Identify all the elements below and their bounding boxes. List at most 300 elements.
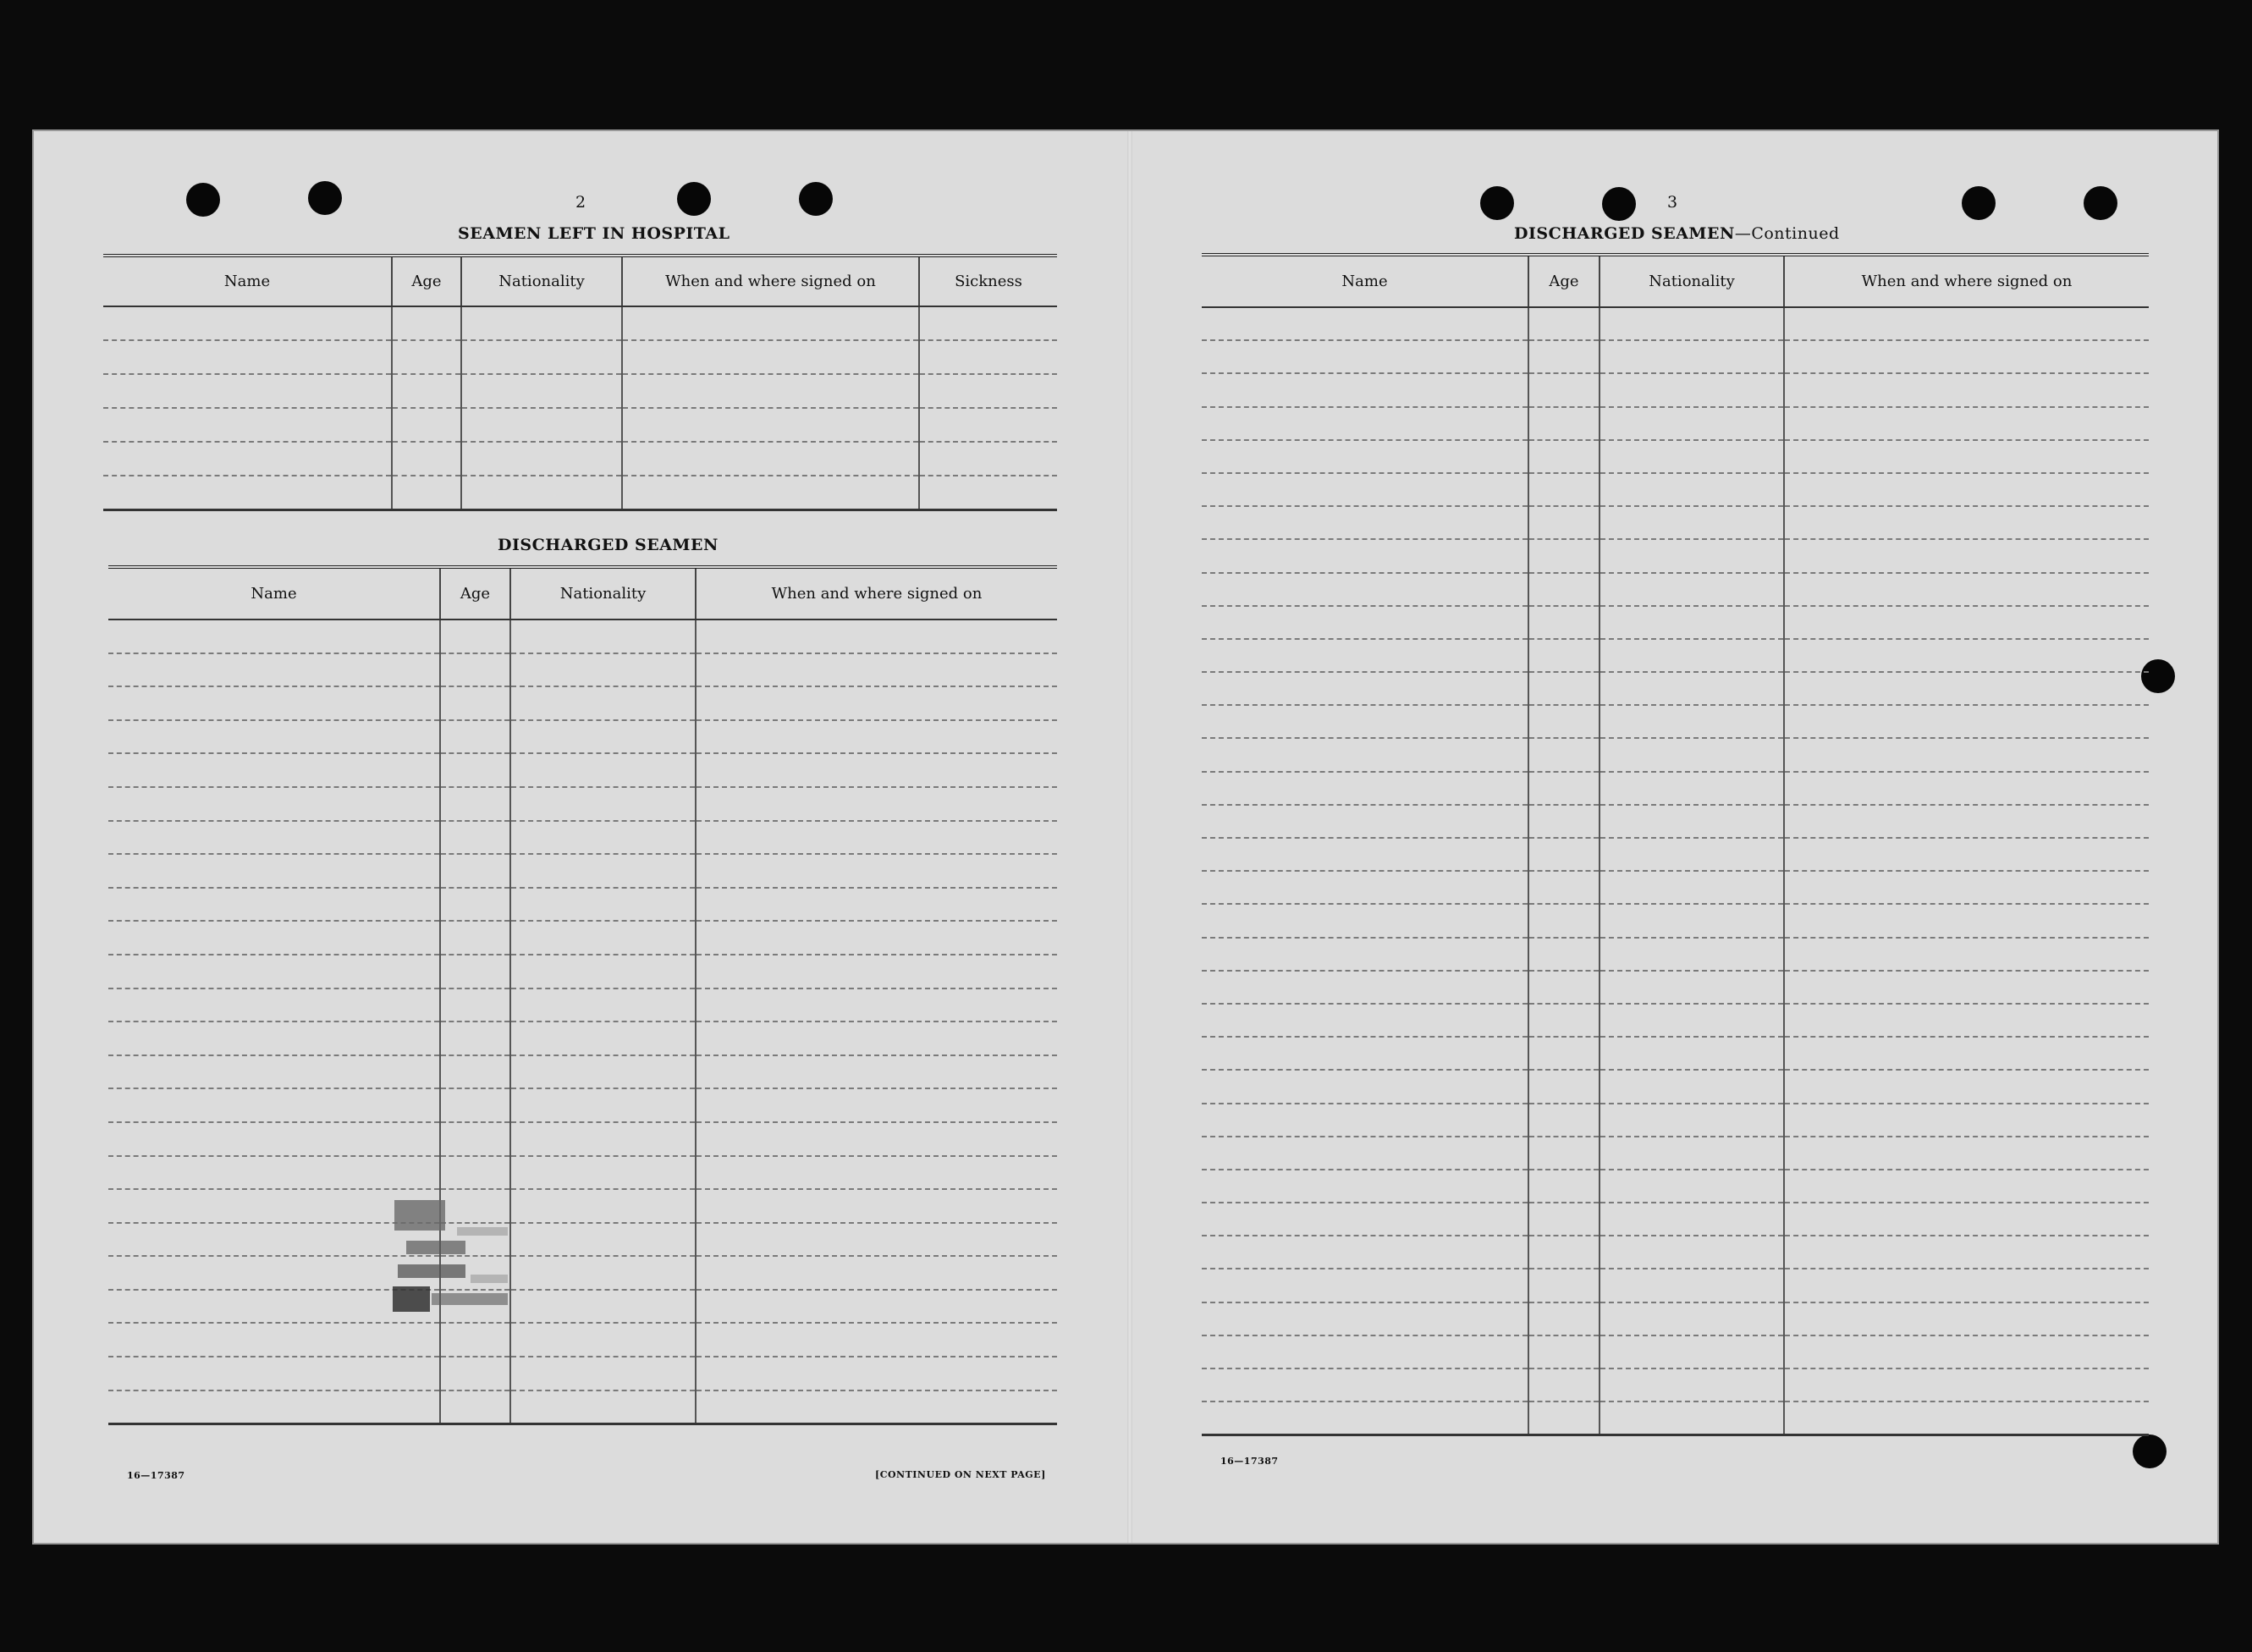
discharged-table-right [1202,253,2149,1436]
blank-cell [108,753,440,787]
blank-cell [696,1021,1057,1055]
table-row [1202,506,2149,539]
blank-cell [696,1156,1057,1190]
blank-cell [696,1323,1057,1357]
blank-cell [510,753,696,787]
blank-cell [696,720,1057,754]
blank-cell [1202,1203,1528,1236]
blank-cell [1600,1137,1784,1170]
blank-cell [1784,506,2149,539]
blank-cell [1784,1004,2149,1037]
blank-cell [696,1088,1057,1122]
blank-cell [440,1021,510,1055]
blank-cell [696,1357,1057,1390]
blank-cell [108,921,440,955]
table-row [108,1256,1057,1290]
blank-cell [1202,1335,1528,1368]
discharged-continued-title-suffix: —Continued [1734,224,1840,243]
blank-cell [1202,838,1528,871]
blank-cell [392,476,461,509]
blank-cell [510,1390,696,1424]
blank-cell [440,821,510,855]
blank-cell [1784,971,2149,1004]
blank-cell [622,374,919,408]
blank-cell [108,720,440,754]
punch-hole [2084,186,2117,220]
punch-hole [308,181,342,215]
discharged-table-left [108,565,1057,1425]
blank-cell [1784,705,2149,738]
blank-cell [510,1055,696,1089]
blank-cell [1528,340,1600,373]
blank-cell [1600,539,1784,572]
blank-cell [1528,573,1600,606]
blank-cell [440,1122,510,1156]
blank-cell [919,374,1057,408]
blank-cell [510,1323,696,1357]
blank-cell [461,442,622,476]
table-row [1202,938,2149,971]
table-row [1202,1137,2149,1170]
blank-cell [108,821,440,855]
blank-cell [440,686,510,720]
blank-cell [510,1357,696,1390]
blank-cell [919,408,1057,442]
column-header-name: Name [108,567,440,620]
blank-cell [1600,573,1784,606]
blank-cell [1784,1269,2149,1302]
blank-cell [1202,539,1528,572]
blank-cell [1202,904,1528,937]
blank-cell [440,753,510,787]
blank-cell [1528,871,1600,904]
blank-cell [1600,1170,1784,1203]
column-header-age: Age [392,256,461,306]
blank-cell [1528,307,1600,340]
blank-cell [696,787,1057,821]
blank-cell [696,921,1057,955]
table-row [108,1189,1057,1223]
blank-cell [510,620,696,653]
blank-cell [696,686,1057,720]
column-header-age: Age [1528,255,1600,307]
blank-cell [1784,838,2149,871]
blank-cell [1600,738,1784,771]
blank-cell [392,408,461,442]
blank-cell [696,1390,1057,1424]
blank-cell [1202,1037,1528,1070]
blank-cell [1600,971,1784,1004]
blank-cell [510,1122,696,1156]
table-row [1202,672,2149,705]
table-row [1202,1335,2149,1368]
blank-cell [1528,1236,1600,1269]
table-row [1202,573,2149,606]
blank-cell [1784,639,2149,672]
punch-hole [799,182,833,216]
blank-cell [440,787,510,821]
blank-cell [696,1223,1057,1257]
blank-cell [696,988,1057,1022]
blank-cell [1202,573,1528,606]
blank-cell [1528,1137,1600,1170]
blank-cell [1784,1335,2149,1368]
table-row [1202,772,2149,805]
blank-cell [1784,539,2149,572]
blank-cell [1600,473,1784,506]
table-row [103,306,1057,340]
blank-cell [1528,606,1600,639]
blank-cell [1784,373,2149,406]
table-row [108,653,1057,687]
blank-cell [1202,672,1528,705]
blank-cell [1528,1302,1600,1335]
table-row [1202,904,2149,937]
blank-cell [103,476,392,509]
blank-cell [108,988,440,1022]
blank-cell [510,720,696,754]
table-row [1202,539,2149,572]
blank-cell [440,720,510,754]
blank-cell [1202,1070,1528,1103]
blank-cell [1528,539,1600,572]
blank-cell [1528,772,1600,805]
hospital-section-title: SEAMEN LEFT IN HOSPITAL [458,224,730,243]
blank-cell [1528,1070,1600,1103]
blank-cell [440,620,510,653]
blank-cell [1528,473,1600,506]
blank-cell [510,653,696,687]
table-row [108,988,1057,1022]
blank-cell [1528,1104,1600,1137]
table-row [1202,805,2149,838]
blank-cell [1784,1368,2149,1401]
blank-cell [1528,838,1600,871]
discharged-continued-title-main: DISCHARGED SEAMEN [1514,224,1735,243]
blank-cell [696,620,1057,653]
blank-cell [1528,805,1600,838]
blank-cell [510,1021,696,1055]
blank-cell [1784,1070,2149,1103]
page-number-left: 2 [575,193,586,212]
blank-cell [1528,440,1600,473]
blank-cell [1600,1203,1784,1236]
blank-cell [440,1323,510,1357]
column-header-name: Name [103,256,392,306]
blank-cell [108,1122,440,1156]
blank-cell [1528,373,1600,406]
blank-cell [510,1189,696,1223]
blank-cell [440,921,510,955]
blank-cell [440,1357,510,1390]
blank-cell [440,1390,510,1424]
blank-cell [1528,904,1600,937]
discharged-continued-title [1514,224,1840,243]
blank-cell [696,653,1057,687]
blank-cell [108,1156,440,1190]
blank-cell [440,888,510,922]
table-row [103,374,1057,408]
table-row [1202,738,2149,771]
blank-cell [510,1256,696,1290]
table-row [1202,606,2149,639]
blank-cell [919,442,1057,476]
table-row [1202,1236,2149,1269]
blank-cell [1202,738,1528,771]
column-header-signed-on: When and where signed on [696,567,1057,620]
blank-cell [108,955,440,988]
form-number-right: 16—17387 [1220,1456,1279,1467]
blank-cell [1528,1269,1600,1302]
blank-cell [1600,938,1784,971]
blank-cell [1784,772,2149,805]
blank-cell [1202,871,1528,904]
blank-cell [1600,1368,1784,1401]
blank-cell [919,340,1057,374]
blank-cell [1784,1037,2149,1070]
table-row [103,408,1057,442]
blank-cell [108,1357,440,1390]
blank-cell [696,854,1057,888]
blank-cell [1202,473,1528,506]
blank-cell [1528,1203,1600,1236]
blank-cell [440,988,510,1022]
blank-cell [696,1290,1057,1324]
blank-cell [1600,1037,1784,1070]
blank-cell [108,1323,440,1357]
blank-cell [1784,606,2149,639]
blank-cell [103,306,392,340]
table-row [103,476,1057,509]
blank-cell [1600,407,1784,440]
table-row [108,1390,1057,1424]
blank-cell [1600,606,1784,639]
blank-cell [461,374,622,408]
blank-cell [103,442,392,476]
blank-cell [1600,1236,1784,1269]
blank-cell [622,306,919,340]
blank-cell [461,408,622,442]
blank-cell [1600,1335,1784,1368]
table-row [1202,1269,2149,1302]
blank-cell [1784,1137,2149,1170]
blank-cell [1528,1335,1600,1368]
table-row [1202,407,2149,440]
punch-hole [677,182,711,216]
column-header-sickness: Sickness [919,256,1057,306]
blank-cell [1202,1401,1528,1434]
blank-cell [1784,672,2149,705]
blank-cell [1528,639,1600,672]
column-header-age: Age [440,567,510,620]
blank-cell [1528,1368,1600,1401]
table-row [1202,440,2149,473]
table-row [108,1088,1057,1122]
blank-cell [1600,705,1784,738]
blank-cell [1528,1170,1600,1203]
punch-hole [1962,186,1996,220]
table-row [108,1156,1057,1190]
blank-cell [1202,506,1528,539]
blank-cell [1528,738,1600,771]
table-row [1202,1302,2149,1335]
table-row [1202,1170,2149,1203]
blank-cell [622,476,919,509]
blank-cell [1600,307,1784,340]
column-header-nationality: Nationality [1600,255,1784,307]
blank-cell [510,988,696,1022]
table-row [108,1290,1057,1324]
column-header-nationality: Nationality [510,567,696,620]
discharged-section-title: DISCHARGED SEAMEN [498,536,719,554]
column-header-name: Name [1202,255,1528,307]
table-row [108,787,1057,821]
continued-note: [CONTINUED ON NEXT PAGE] [875,1469,1046,1480]
blank-cell [1528,938,1600,971]
table-row [1202,1004,2149,1037]
table-row [1202,1203,2149,1236]
blank-cell [510,1088,696,1122]
blank-cell [1202,805,1528,838]
blank-cell [108,686,440,720]
blank-cell [392,340,461,374]
blank-cell [1784,805,2149,838]
blank-cell [392,374,461,408]
table-row [1202,1368,2149,1401]
table-row [1202,705,2149,738]
blank-cell [461,306,622,340]
table-row [108,620,1057,653]
blank-cell [919,306,1057,340]
blank-cell [696,753,1057,787]
blank-cell [1202,1368,1528,1401]
blank-cell [1600,805,1784,838]
blank-cell [1528,1401,1600,1434]
page-fold [1127,131,1132,1543]
blank-cell [919,476,1057,509]
blank-cell [108,787,440,821]
form-number-left: 16—17387 [127,1470,185,1481]
table-row [1202,340,2149,373]
blank-cell [461,476,622,509]
blank-cell [1528,1037,1600,1070]
blank-cell [1600,340,1784,373]
blank-cell [1600,1004,1784,1037]
blank-cell [622,442,919,476]
table-row [1202,373,2149,406]
blank-cell [1600,1401,1784,1434]
blank-cell [622,340,919,374]
blank-cell [696,888,1057,922]
table-row [1202,1070,2149,1103]
punch-hole [186,183,220,217]
blank-cell [1784,904,2149,937]
table-row [1202,1401,2149,1434]
table-row [1202,1037,2149,1070]
hospital-table [103,254,1057,511]
blank-cell [1202,705,1528,738]
blank-cell [1202,340,1528,373]
table-row [1202,838,2149,871]
table-row [108,821,1057,855]
blank-cell [1600,871,1784,904]
blank-cell [108,1021,440,1055]
table-row [103,442,1057,476]
blank-cell [1600,1070,1784,1103]
blank-cell [440,1088,510,1122]
blank-cell [1202,639,1528,672]
table-row [108,1021,1057,1055]
table-row [108,686,1057,720]
table-row [108,1323,1057,1357]
blank-cell [510,955,696,988]
blank-cell [1784,1236,2149,1269]
blank-cell [1202,1137,1528,1170]
blank-cell [440,653,510,687]
blank-cell [1784,1302,2149,1335]
blank-cell [1784,871,2149,904]
blank-cell [1784,407,2149,440]
blank-cell [1600,1104,1784,1137]
blank-cell [1600,1302,1784,1335]
blank-cell [696,1189,1057,1223]
blank-cell [1202,1302,1528,1335]
blank-cell [103,340,392,374]
column-header-signed-on: When and where signed on [1784,255,2149,307]
blank-cell [696,1122,1057,1156]
blank-cell [1202,1269,1528,1302]
column-header-signed-on: When and where signed on [622,256,919,306]
blank-cell [510,1223,696,1257]
blank-cell [1784,1203,2149,1236]
table-row [103,340,1057,374]
blank-cell [1528,407,1600,440]
blank-cell [392,306,461,340]
blank-cell [1784,340,2149,373]
blank-cell [1202,1004,1528,1037]
blank-cell [1600,838,1784,871]
blank-cell [103,374,392,408]
table-row [108,921,1057,955]
blank-cell [1600,373,1784,406]
blank-cell [1202,1170,1528,1203]
blank-cell [1202,440,1528,473]
blank-cell [440,1156,510,1190]
hospital-table-body [103,306,1057,509]
blank-cell [1528,506,1600,539]
blank-cell [461,340,622,374]
table-row [108,753,1057,787]
table-row [108,1223,1057,1257]
blank-cell [1202,373,1528,406]
table-row [108,955,1057,988]
blank-cell [1202,407,1528,440]
table-row [108,720,1057,754]
blank-cell [440,854,510,888]
blank-cell [1528,672,1600,705]
blank-cell [1600,772,1784,805]
column-header-nationality: Nationality [461,256,622,306]
table-row [108,1055,1057,1089]
table-row [1202,871,2149,904]
blank-cell [1600,904,1784,937]
blank-cell [1600,506,1784,539]
blank-cell [440,955,510,988]
blank-cell [108,1390,440,1424]
blank-cell [1202,772,1528,805]
table-row [1202,473,2149,506]
blank-cell [108,1055,440,1089]
